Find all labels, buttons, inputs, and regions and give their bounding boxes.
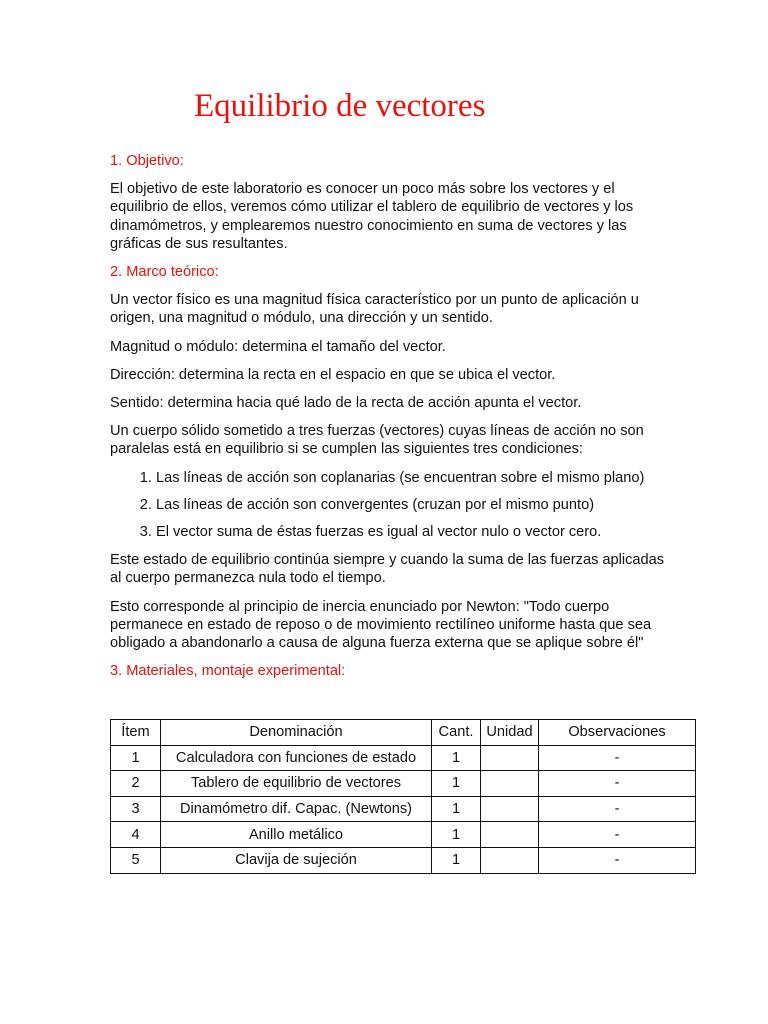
cell-denominacion: Calculadora con funciones de estado bbox=[161, 745, 432, 771]
column-header-item: Ítem bbox=[111, 720, 161, 746]
column-header-cantidad: Cant. bbox=[432, 720, 481, 746]
cell-observaciones: - bbox=[539, 745, 696, 771]
conditions-list bbox=[110, 469, 666, 542]
cell-unidad bbox=[481, 771, 539, 797]
document-title: Equilibrio de vectores bbox=[194, 88, 486, 124]
cell-item: 1 bbox=[111, 745, 161, 771]
cell-cantidad: 1 bbox=[432, 822, 481, 848]
paragraph-direccion: Dirección: determina la recta en el espacio en que se ubica el vector. bbox=[110, 366, 556, 383]
paragraph-cuerpo-solido: Un cuerpo sólido sometido a tres fuerzas (vectores) cuyas líneas de acción no son paralelas está en equilibrio si se cumplen las siguientes tres condiciones: bbox=[110, 423, 644, 458]
cell-item: 3 bbox=[111, 796, 161, 822]
cell-cantidad: 1 bbox=[432, 745, 481, 771]
cell-unidad bbox=[481, 796, 539, 822]
cell-denominacion: Tablero de equilibrio de vectores bbox=[161, 771, 432, 797]
cell-cantidad: 1 bbox=[432, 847, 481, 873]
cell-unidad bbox=[481, 822, 539, 848]
section-heading-marco-teorico: 2. Marco teórico: bbox=[110, 264, 219, 281]
cell-denominacion: Anillo metálico bbox=[161, 822, 432, 848]
cell-cantidad: 1 bbox=[432, 796, 481, 822]
cell-observaciones: - bbox=[539, 771, 696, 797]
condition-item: 2. Las líneas de acción son convergentes (cruzan por el mismo punto) bbox=[156, 496, 666, 514]
document-body bbox=[110, 152, 666, 690]
paragraph-estado-equilibrio: Este estado de equilibrio continúa siempre y cuando la suma de las fuerzas aplicadas al cuerpo permanezca nula todo el tiempo. bbox=[110, 552, 665, 587]
paragraph-newton: Esto corresponde al principio de inercia enunciado por Newton: "Todo cuerpo permanece en estado de reposo o de movimiento rectilíneo uniforme hasta que sea obligado a abandonarlo a causa de alguna fuerza externa que se aplique sobre él" bbox=[110, 598, 652, 652]
cell-denominacion: Clavija de sujeción bbox=[161, 847, 432, 873]
paragraph-vector-definition: Un vector físico es una magnitud física característico por un punto de aplicación u origen, una magnitud o módulo, una dirección y un sentido. bbox=[110, 292, 639, 327]
section-heading-objetivo: 1. Objetivo: bbox=[110, 153, 184, 169]
cell-item: 2 bbox=[111, 771, 161, 797]
cell-unidad bbox=[481, 745, 539, 771]
cell-item: 4 bbox=[111, 822, 161, 848]
paragraph-magnitud: Magnitud o módulo: determina el tamaño del vector. bbox=[110, 338, 446, 355]
cell-observaciones: - bbox=[539, 796, 696, 822]
cell-observaciones: - bbox=[539, 822, 696, 848]
cell-observaciones: - bbox=[539, 847, 696, 873]
cell-cantidad: 1 bbox=[432, 771, 481, 797]
table-row bbox=[111, 796, 696, 822]
section-heading-materiales: 3. Materiales, montaje experimental: bbox=[110, 663, 346, 680]
column-header-denominacion: Denominación bbox=[161, 720, 432, 746]
column-header-observaciones: Observaciones bbox=[539, 720, 696, 746]
table-row bbox=[111, 771, 696, 797]
cell-item: 5 bbox=[111, 847, 161, 873]
materials-table bbox=[110, 719, 696, 874]
cell-unidad bbox=[481, 847, 539, 873]
column-header-unidad: Unidad bbox=[481, 720, 539, 746]
table-row bbox=[111, 847, 696, 873]
cell-denominacion: Dinamómetro dif. Capac. (Newtons) bbox=[161, 796, 432, 822]
table-header-row bbox=[111, 720, 696, 746]
condition-item: 1. Las líneas de acción son coplanarias (se encuentran sobre el mismo plano) bbox=[156, 469, 666, 487]
table-row bbox=[111, 822, 696, 848]
table-row bbox=[111, 745, 696, 771]
paragraph-objetivo: El objetivo de este laboratorio es conocer un poco más sobre los vectores y el equilibrio de ellos, veremos cómo utilizar el tablero de equilibrio de vectores y los dinamómetros, y emplearemos nuestro conocimiento en suma de vectores y las gráficas de sus resultantes. bbox=[110, 181, 634, 252]
condition-item: 3. El vector suma de éstas fuerzas es igual al vector nulo o vector cero. bbox=[156, 523, 666, 541]
paragraph-sentido: Sentido: determina hacia qué lado de la recta de acción apunta el vector. bbox=[110, 395, 582, 412]
